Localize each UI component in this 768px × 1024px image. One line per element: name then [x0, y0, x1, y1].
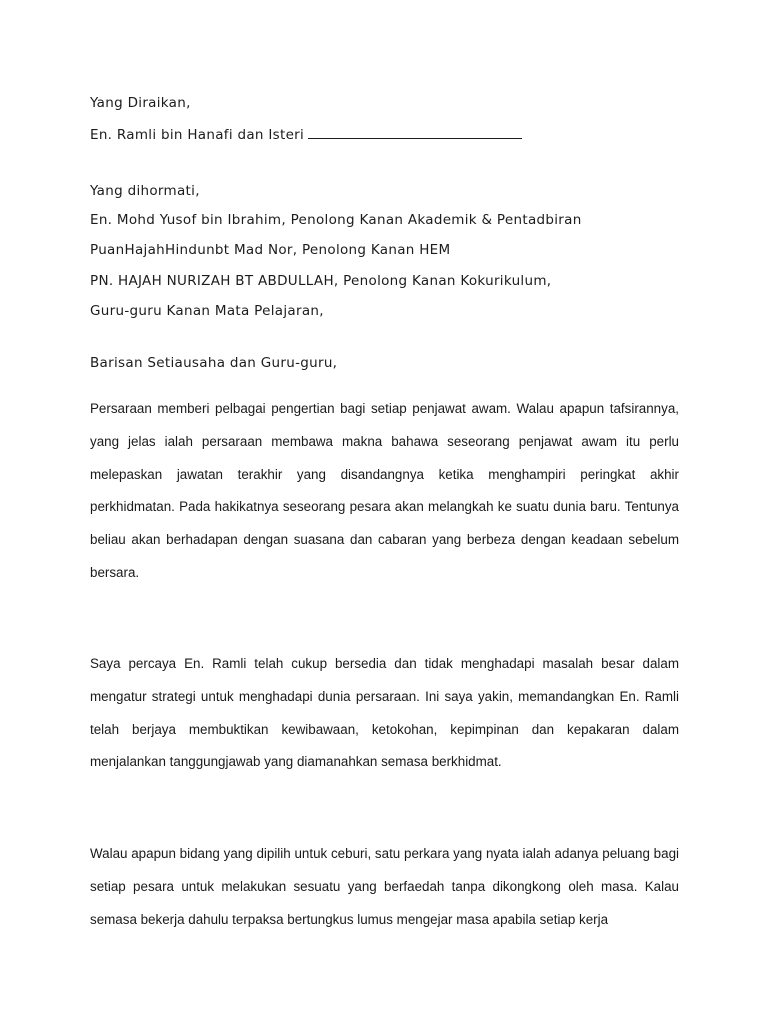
blank-signature-line	[308, 128, 522, 139]
honored-item: PuanHajahHindunbt Mad Nor, Penolong Kanan HEM	[90, 242, 451, 258]
honored-item: En. Mohd Yusof bin Ibrahim, Penolong Kanan Akademik & Pentadbiran	[90, 212, 582, 228]
body-paragraph: Persaraan memberi pelbagai pengertian bagi setiap penjawat awam. Walau apapun tafsirannya, yang jelas ialah persaraan membawa makna bahawa seseorang penjawat awam itu perlu melepaskan jawatan terakhir yang disandangnya ketika menghampiri peringkat akhir perkhidmatan. Pada hakikatnya seseorang pesara akan melangkah ke suatu dunia baru. Tentunya beliau akan berhadapan dengan suasana dan cabaran yang berbeza dengan keadaan sebelum bersara.	[90, 401, 679, 580]
committee-line: Barisan Setiausaha dan Guru-guru,	[90, 355, 338, 371]
body-paragraph: Saya percaya En. Ramli telah cukup bersedia dan tidak menghadapi masalah besar dalam mengatur strategi untuk menghadapi dunia persaraan. Ini saya yakin, memandangkan En. Ramli telah berjaya membuktikan kewibawaan, ketokohan, kepimpinan dan kepakaran dalam menjalankan tanggungjawab yang diamanahkan semasa berkhidmat.	[90, 656, 679, 770]
honored-item: Guru-guru Kanan Mata Pelajaran,	[90, 303, 324, 319]
recipient-name: En. Ramli bin Hanafi dan Isteri	[90, 127, 305, 143]
honored-item: PN. HAJAH NURIZAH BT ABDULLAH, Penolong Kanan Kokurikulum,	[90, 273, 552, 289]
body-paragraph: Walau apapun bidang yang dipilih untuk ceburi, satu perkara yang nyata ialah adanya peluang bagi setiap pesara untuk melakukan sesuatu yang berfaedah tanpa dikongkong oleh masa. Kalau semasa bekerja dahulu terpaksa bertungkus lumus mengejar masa apabila setiap kerja	[90, 846, 679, 927]
honored-heading: Yang dihormati,	[90, 183, 200, 199]
recipient-line	[90, 127, 690, 143]
recipients-heading: Yang Diraikan,	[90, 95, 191, 111]
